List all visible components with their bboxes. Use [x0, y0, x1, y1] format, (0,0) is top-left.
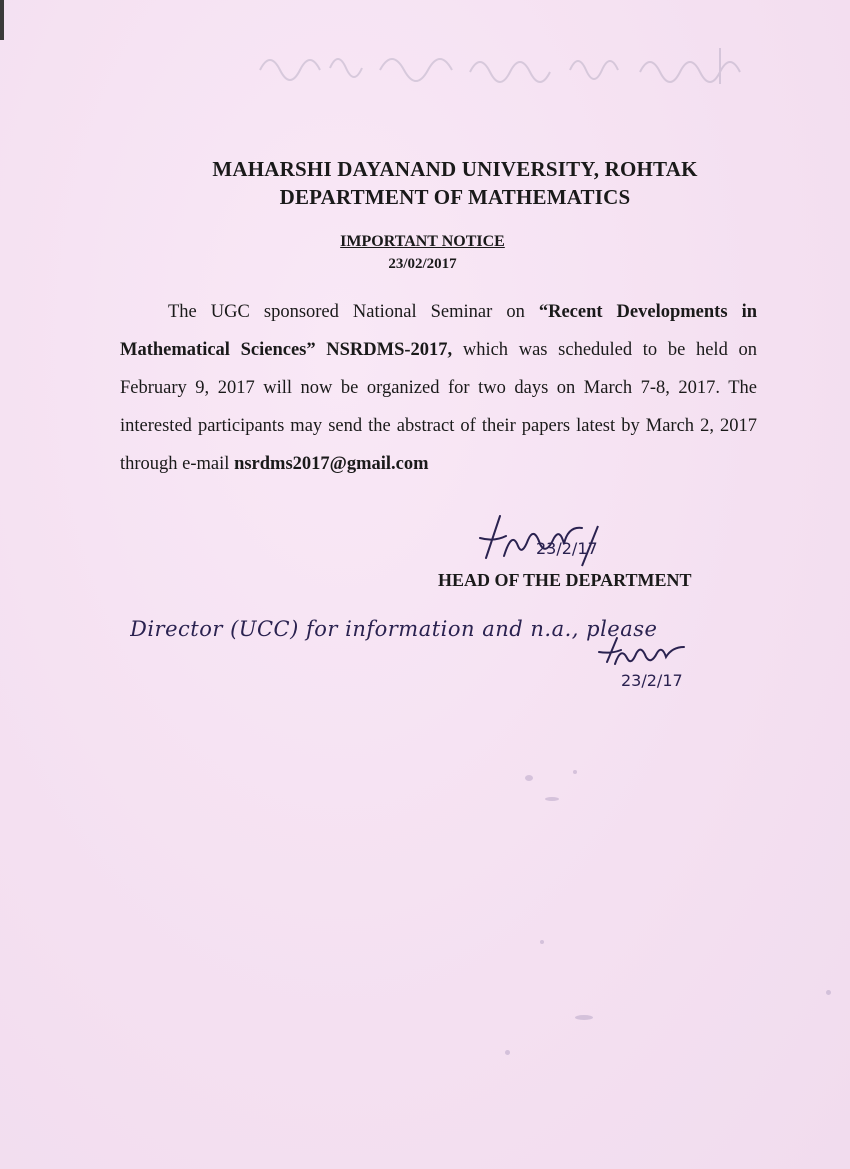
- university-name: MAHARSHI DAYANAND UNIVERSITY, ROHTAK: [212, 157, 698, 181]
- bleed-through-writing: [250, 30, 790, 86]
- second-signature-date: 23/2/17: [621, 671, 683, 690]
- scan-speck: [826, 990, 831, 995]
- scan-speck: [505, 1050, 510, 1055]
- notice-title: IMPORTANT NOTICE: [340, 233, 505, 250]
- seminar-title: “Recent Developments in Mathematical Sciences” NSRDMS-2017,: [120, 302, 757, 360]
- department-name: DEPARTMENT OF MATHEMATICS: [279, 185, 631, 209]
- scan-speck: [545, 797, 559, 801]
- scan-speck: [575, 1015, 593, 1020]
- second-signature-mark: [585, 636, 735, 696]
- handwritten-note-text: Director (UCC) for information and n.a., please: [130, 617, 658, 641]
- body-text-part2: which was scheduled to be held on February 9, 2017 will now be organized for two days on March 7-8, 2017. The interested participants may send the abstract of their papers latest by March 2, 2017 through e-mail: [120, 340, 757, 474]
- scan-speck: [573, 770, 577, 774]
- body-text-part1: The UGC sponsored National Seminar on: [168, 302, 539, 322]
- contact-email: nsrdms2017@gmail.com: [234, 454, 429, 474]
- signature-mark: [478, 508, 658, 570]
- scan-speck: [540, 940, 544, 944]
- scan-speck: [525, 775, 533, 781]
- signature-date: 23/2/17: [536, 539, 598, 558]
- notice-date: 23/02/2017: [388, 256, 457, 272]
- notice-body: [120, 293, 757, 483]
- letterhead: [0, 155, 850, 211]
- designation-head-of-department: HEAD OF THE DEPARTMENT: [438, 570, 692, 590]
- scan-edge-mark: [0, 0, 4, 40]
